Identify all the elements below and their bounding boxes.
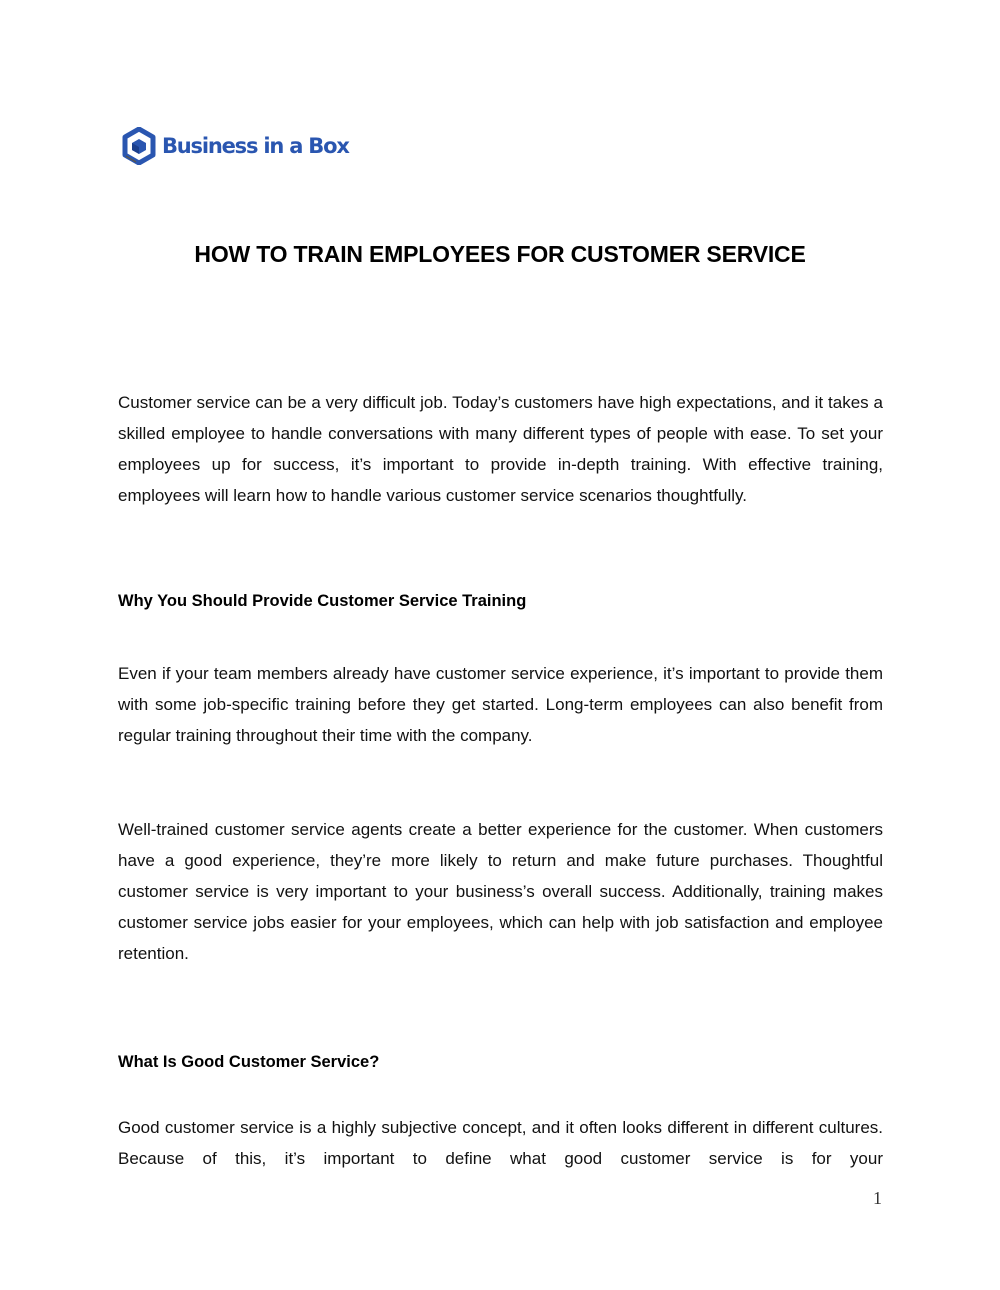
paragraph-team-experience: Even if your team members already have customer service experience, it’s important to provide them with some job-specific training before they get started. Long-term employees can also benefit from regular training throughout their time with the company. [118,664,883,745]
brand-logo [122,127,349,165]
page-number: 1 [873,1188,882,1208]
hexagon-cube-logo-icon [122,127,156,165]
paragraph-good-service-definition: Good customer service is a highly subjective concept, and it often looks different in different cultures. Because of this, it’s important to define what good customer service is for your [118,1118,883,1168]
intro-paragraph: Customer service can be a very difficult job. Today’s customers have high expectations, and it takes a skilled employee to handle conversations with many different types of people with ease. To set your employees up for success, it’s important to provide in-depth training. With effective training, employees will learn how to handle various customer service scenarios thoughtfully. [118,393,883,505]
brand-name: Business in a Box [162,134,349,158]
section-heading-good-service: What Is Good Customer Service? [118,1053,380,1071]
paragraph-well-trained-agents: Well-trained customer service agents create a better experience for the customer. When customers have a good experience, they’re more likely to return and make future purchases. Thoughtful customer service is very important to your business’s overall success. Additionally, training makes customer service jobs easier for your employees, which can help with job satisfaction and employee retention. [118,820,883,963]
section-heading-why-training: Why You Should Provide Customer Service Training [118,592,527,610]
document-title: HOW TO TRAIN EMPLOYEES FOR CUSTOMER SERVICE [194,241,806,267]
